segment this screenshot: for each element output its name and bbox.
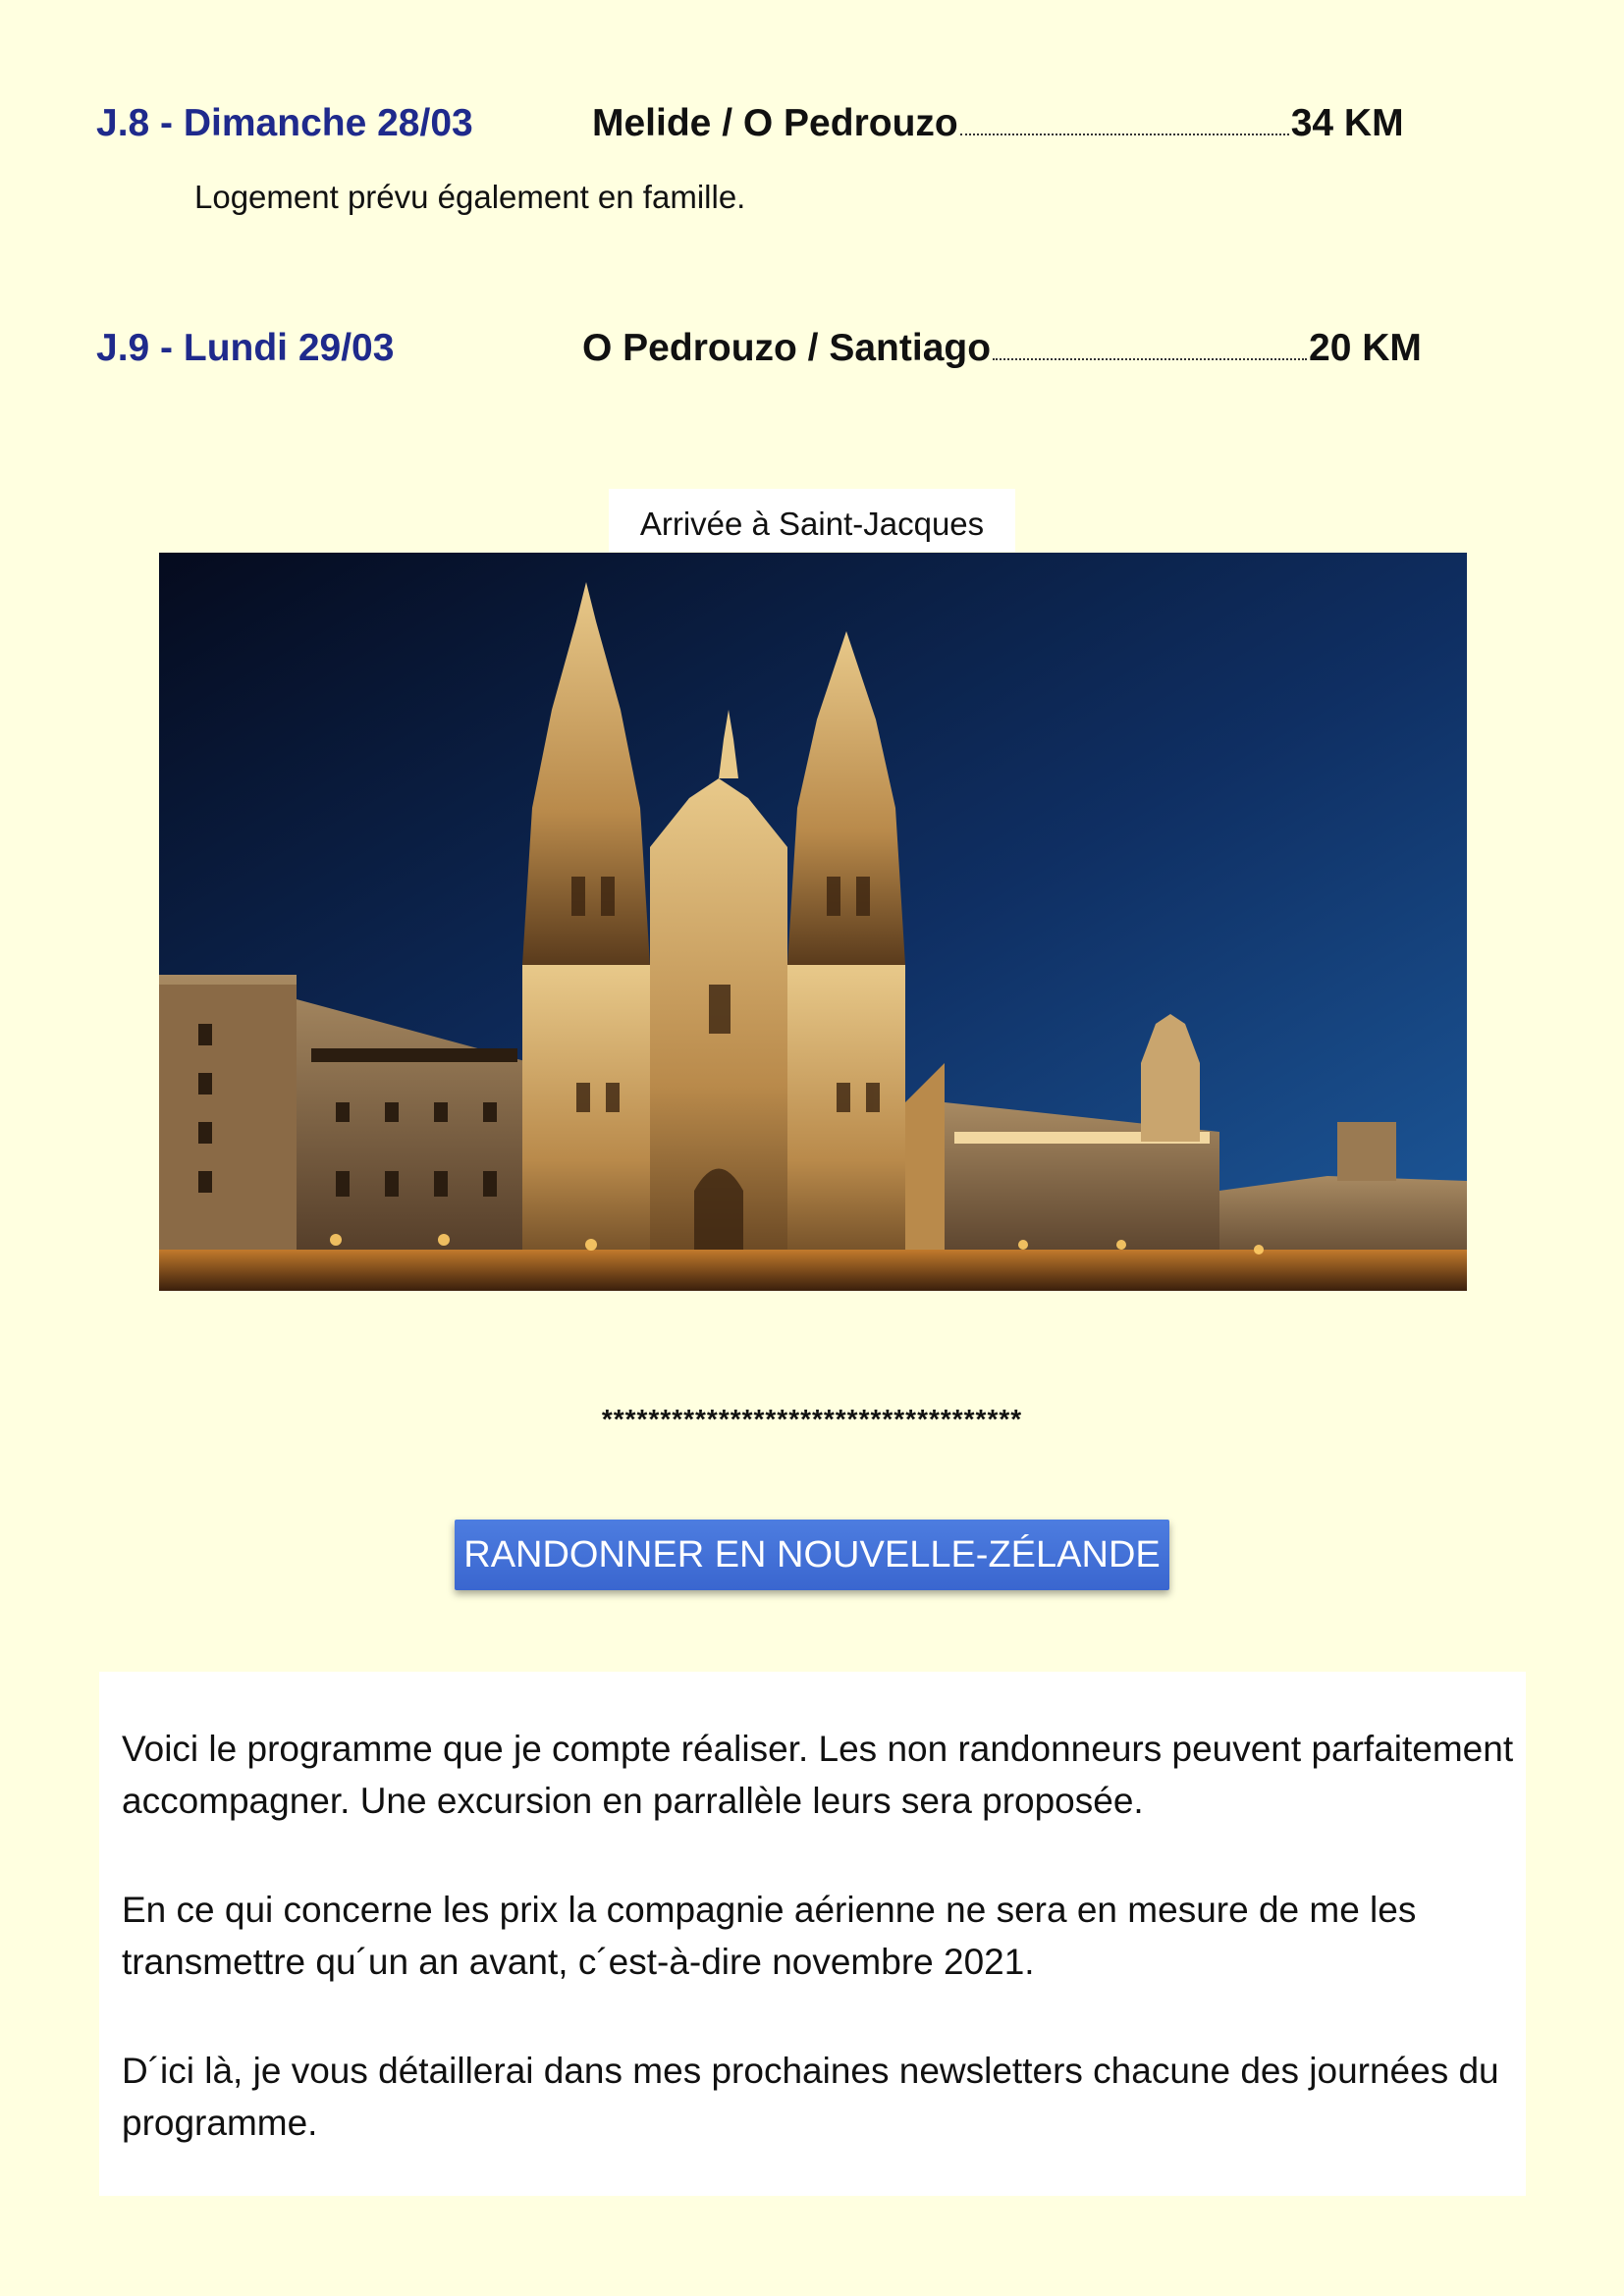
dot-leader	[993, 357, 1307, 360]
paragraph-newsletters: D´ici là, je vous détaillerai dans mes prochaines newsletters chacune des journées du programme.	[122, 2051, 1499, 2143]
day-9-route-line	[582, 327, 1422, 370]
lodging-note: Logement prévu également en famille.	[194, 179, 746, 215]
day-8-route-line	[592, 102, 1404, 145]
day-8-label: J.8 - Dimanche 28/03	[96, 102, 473, 144]
dot-leader	[960, 133, 1289, 135]
photo-caption: Arrivée à Saint-Jacques	[609, 489, 1015, 552]
day-8-distance: 34 KM	[1290, 102, 1404, 144]
section-header-button[interactable]: RANDONNER EN NOUVELLE-ZÉLANDE	[455, 1520, 1169, 1590]
day-9-route: O Pedrouzo / Santiago	[582, 327, 992, 369]
paragraph-programme: Voici le programme que je compte réaliser. Les non randonneurs peuvent parfaitement accompagner. Une excursion en parrallèle leurs sera proposée.	[122, 1729, 1514, 1821]
day-9-distance: 20 KM	[1309, 327, 1422, 369]
day-8-route: Melide / O Pedrouzo	[592, 102, 958, 144]
separator-stars: ************************************	[601, 1404, 1023, 1434]
cathedral-photo	[159, 553, 1467, 1291]
paragraph-prices: En ce qui concerne les prix la compagnie aérienne ne sera en mesure de me les transmettre qu´un an avant, c´est-à-dire novembre 2021.	[122, 1890, 1417, 1982]
day-9-label: J.9 - Lundi 29/03	[96, 327, 395, 369]
